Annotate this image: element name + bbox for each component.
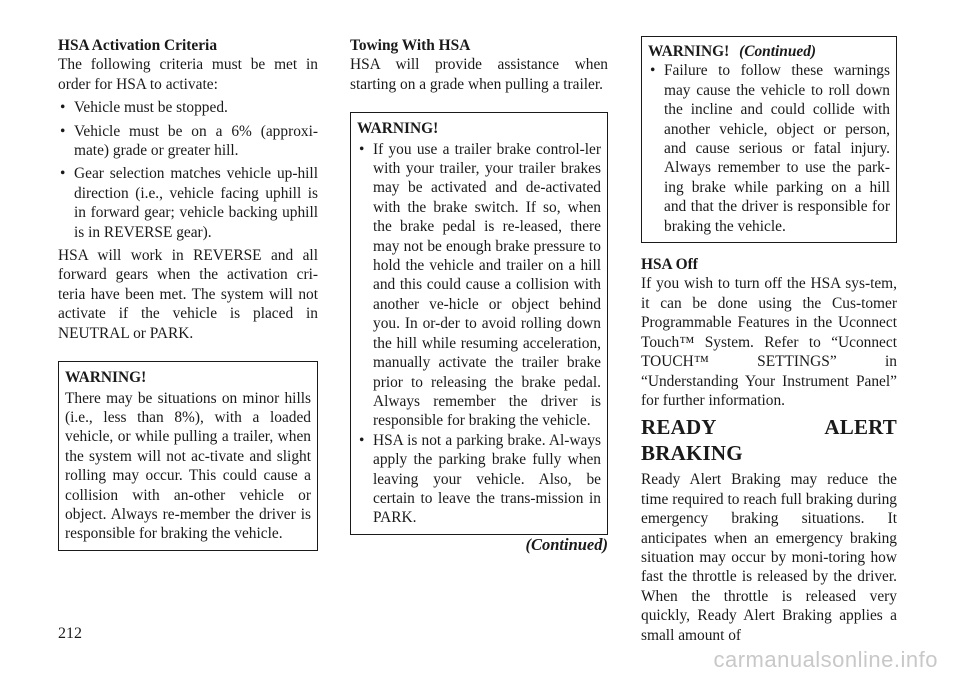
watermark: carmanualsonline.info bbox=[713, 647, 938, 672]
middle-column bbox=[350, 36, 608, 554]
section-text: Ready Alert Braking may reduce the time required to reach full braking during emergency braking situations. It anticipates when an emergency braking situation may occur by moni-toring how fast the throttle is released by the driver. When the throttle is released very quickly, Ready Alert Braking applies a small amount of bbox=[641, 471, 897, 644]
list-item: • HSA is not a parking brake. Al-ways apply the parking brake fully when leaving your vehicle. Also, be certain to leave the trans-mission in PARK. bbox=[357, 431, 601, 528]
activation-criteria-intro: The following criteria must be met in order for HSA to activate: bbox=[58, 56, 318, 93]
activation-criteria-heading: HSA Activation Criteria bbox=[58, 37, 218, 54]
warning-continued: (Continued) bbox=[739, 43, 817, 60]
towing-paragraph: HSA will provide assistance when starting on a grade when pulling a trailer. bbox=[350, 56, 608, 93]
list-item: • Gear selection matches vehicle up-hill direction (i.e., vehicle facing uphill is in forward gear; vehicle backing uphill is in REVERSE gear). bbox=[58, 164, 318, 242]
warning-text: There may be situations on minor hills (i.e., less than 8%), with a loaded vehicle, or while pulling a trailer, when the system will not ac-tivate and slight rolling may occur. This could cause a collision with an-other vehicle or object. Always re-member the driver is responsible for braking the vehicle. bbox=[65, 389, 311, 543]
warning-list bbox=[357, 140, 601, 528]
list-item: • Vehicle must be on a 6% (approxi-mate) grade or greater hill. bbox=[58, 122, 318, 161]
left-column bbox=[58, 36, 318, 551]
right-column bbox=[641, 36, 897, 645]
warning-box-minor-hills bbox=[58, 361, 318, 551]
list-item: • Vehicle must be stopped. bbox=[58, 98, 318, 117]
warning-header bbox=[648, 42, 890, 61]
warning-list bbox=[648, 61, 890, 236]
hsa-off-text: If you wish to turn off the HSA sys-tem, it can be done using the Cus-tomer Programmable Features in the Uconnect Touch™ System. Refer to “Uconnect TOUCH™ SETTINGS” in “Understanding Your Instrument Panel” for further information. bbox=[641, 275, 897, 409]
list-item: • Failure to follow these warnings may cause the vehicle to roll down the incline and could collide with another vehicle, object or person, and cause serious or fatal injury. Always remember to use the park-ing brake while parking on a hill and that the driver is responsible for braking the vehicle. bbox=[648, 61, 890, 236]
towing-heading: Towing With HSA bbox=[350, 37, 471, 54]
warning-title: WARNING! bbox=[65, 369, 147, 387]
warning-title: WARNING! bbox=[648, 43, 730, 60]
list-item: • If you use a trailer brake control-ler with your trailer, your trailer brakes may be activated and de-activated with the brake switch. If so, when the brake pedal is re-leased, there may not be enough brake pressure to hold the vehicle and trailer on a hill and this could cause a collision with another ve-hicle or object behind you. In or-der to avoid rolling down the hill while resuming acceleration, manually activate the trailer brake prior to releasing the brake pedal. Always remember the driver is responsible for braking the vehicle. bbox=[357, 140, 601, 431]
warning-box-continued bbox=[641, 36, 897, 243]
activation-paragraph: HSA will work in REVERSE and all forward gears when the activation cri-teria have been met. The system will not activate if the vehicle is placed in NEUTRAL or PARK. bbox=[58, 247, 318, 342]
warning-box-towing bbox=[350, 112, 608, 535]
section-title: READY ALERT BRAKING bbox=[641, 415, 897, 466]
continued-label: (Continued) bbox=[525, 534, 608, 554]
criteria-list bbox=[58, 98, 318, 242]
warning-title: WARNING! bbox=[357, 120, 439, 138]
page-number: 212 bbox=[58, 625, 82, 642]
hsa-off-heading: HSA Off bbox=[641, 256, 698, 274]
